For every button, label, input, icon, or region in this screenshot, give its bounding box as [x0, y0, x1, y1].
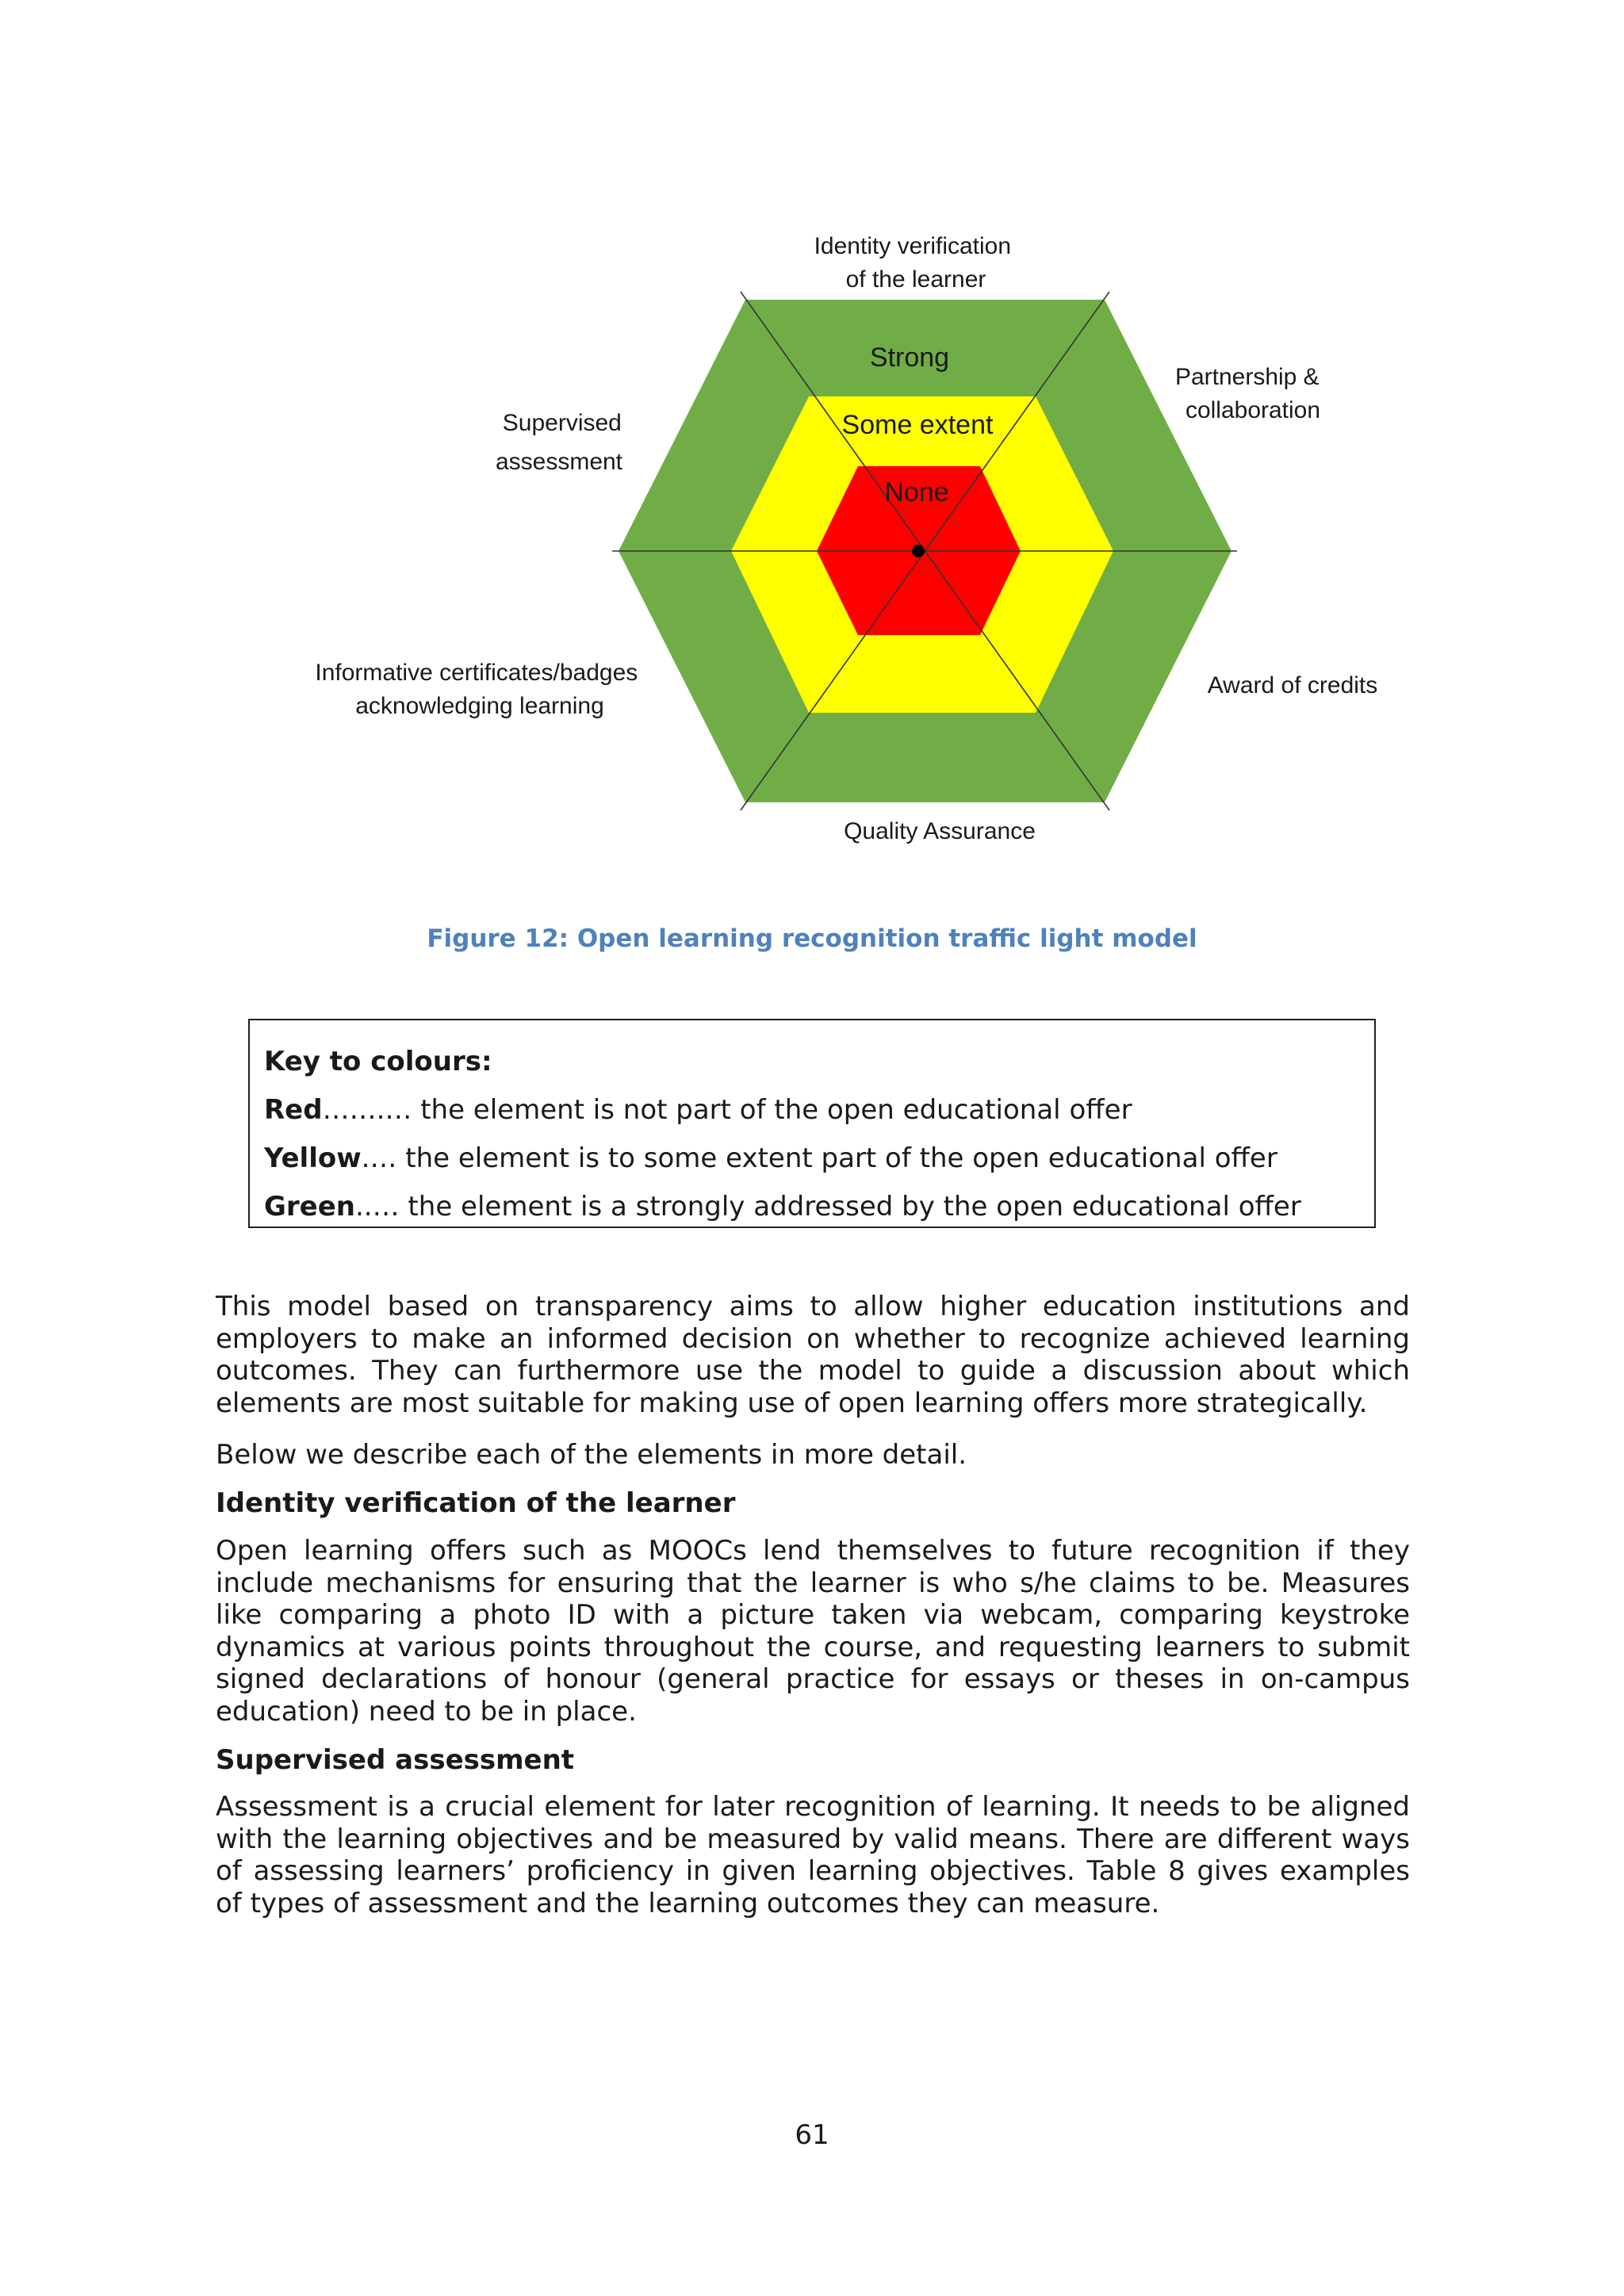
ring-label-none: None: [884, 477, 949, 507]
key-title: Key to colours:: [264, 1046, 492, 1077]
paragraph-model-description: This model based on transparency aims to allow higher education institutions and employers to make an informed decision on whether to recognize achieved learning outcomes. They can furthermore use the model to guide a discussion about which elements are most suitable for making use of open learning offers more strategically.: [216, 1291, 1410, 1419]
paragraph-identity-verification: Open learning offers such as MOOCs lend themselves to future recognition if they include mechanisms for ensuring that the learner is who s/he claims to be. Measures like comparing a photo ID with a picture taken via webcam, comparing keystroke dynamics at various points throughout the course, and requesting learners to submit signed declarations of honour (general practice for essays or theses in on-campus education) need to be in place.: [216, 1535, 1410, 1728]
paragraph-elements-intro: Below we describe each of the elements in more detail.: [216, 1439, 967, 1471]
page-number: 61: [795, 2119, 829, 2151]
body-text: [216, 1291, 1410, 1419]
ring-label-strong: Strong: [869, 342, 950, 373]
label-identity-verification: Identity verification of the learner: [814, 233, 1012, 293]
heading-identity-verification: Identity verification of the learner: [216, 1487, 736, 1519]
key-item-red: Red…….… the element is not part of the open educational offer: [264, 1094, 1132, 1126]
section-identity: [216, 1487, 1410, 1520]
center-dot: [912, 545, 925, 557]
section-supervised-body: [216, 1791, 1410, 1919]
traffic-light-hexagon-figure: [0, 0, 1624, 888]
figure-caption: Figure 12: Open learning recognition traffic light model: [427, 924, 1197, 953]
colour-key-box: [248, 1019, 1376, 1228]
label-quality-assurance: Quality Assurance: [844, 818, 1036, 844]
ring-label-some-extent: Some extent: [841, 410, 994, 440]
body-text-intro: [216, 1439, 1410, 1471]
key-item-green: Green..… the element is a strongly addressed by the open educational offer: [264, 1191, 1301, 1223]
key-item-yellow: Yellow.… the element is to some extent part of the open educational offer: [264, 1142, 1277, 1174]
section-identity-body: [216, 1535, 1410, 1728]
section-supervised: [216, 1744, 1410, 1777]
heading-supervised-assessment: Supervised assessment: [216, 1744, 575, 1776]
paragraph-supervised-assessment: Assessment is a crucial element for later recognition of learning. It needs to be aligned with the learning objectives and be measured by valid means. There are different ways of assessing learners’ proficiency in given learning objectives. Table 8 gives examples of types of assessment and the learning outcomes they can measure.: [216, 1791, 1410, 1919]
label-award-of-credits: Award of credits: [1207, 672, 1378, 698]
label-informative-certificates: Informative certificates/badges acknowledging learning: [315, 660, 638, 719]
label-supervised-assessment: Supervised assessment: [495, 410, 623, 475]
label-partnership-collaboration: Partnership & collaboration: [1174, 364, 1321, 423]
